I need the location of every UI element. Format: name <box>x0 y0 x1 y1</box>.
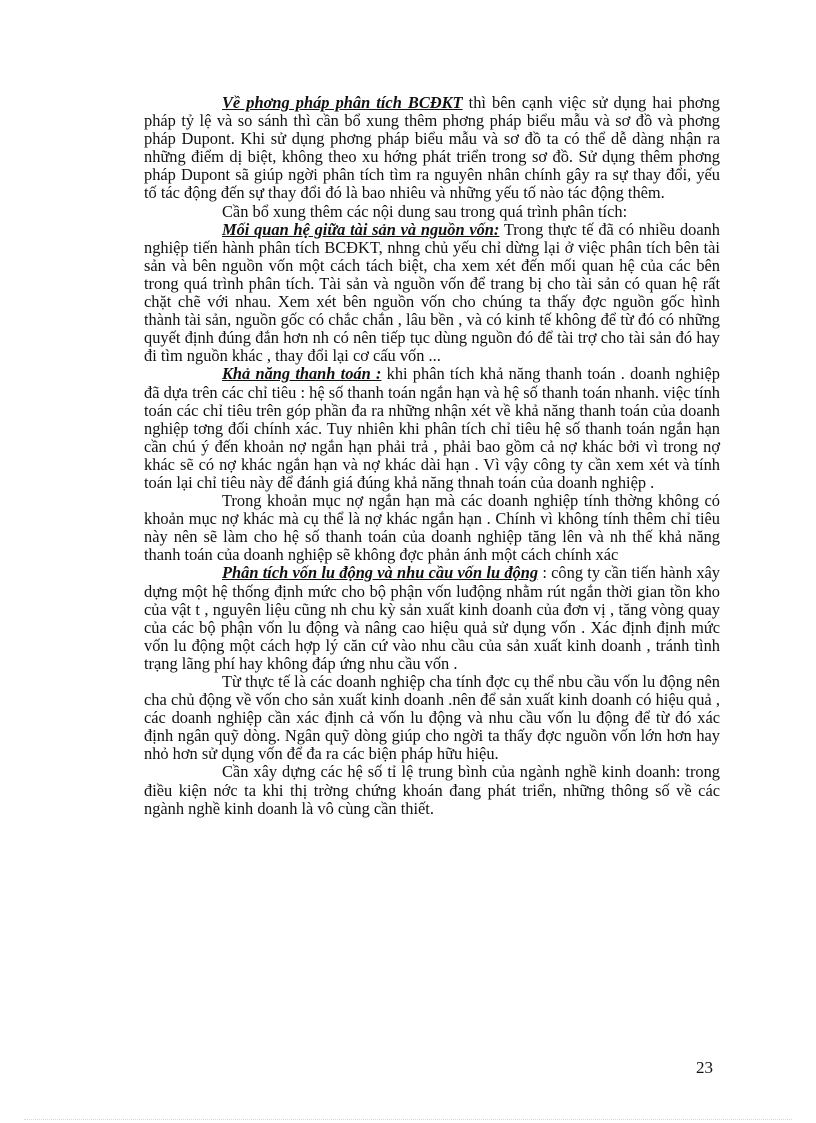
paragraph-text: Cần bổ xung thêm các nội dung sau trong quá trình phân tích: <box>222 201 628 221</box>
paragraph-text: : công ty cần tiến hành xây dựng một hệ thống định mức cho bộ phận vốn luđộng nhằm rút ngắn thời gian tồn kho của vật t , nguyên liệu cũng nh chu kỳ sản xuất kinh doanh của đơn vị , tăng vòng quay của các bộ phận vốn lu động và nâng cao hiệu quả sử dụng vốn . Xác định định mức vốn lu động một cách hợp lý căn cứ vào nhu cầu của sản xuất kinh doanh , tránh tình trạng lãng phí hay không đáp ứng nhu cầu vốn . <box>144 563 721 673</box>
paragraph-working-capital <box>144 564 720 673</box>
document-body <box>144 94 720 818</box>
paragraph-solvency <box>144 365 720 492</box>
paragraph-text: Cần xây dựng các hệ số tỉ lệ trung bình của ngành nghề kinh doanh: trong điều kiện nớc ta khi thị trờng chứng khoán đang phát triển, những thông số về các ngành nghề kinh doanh là vô cùng cần thiết. <box>144 762 720 818</box>
paragraph-text: Trong thực tế đã có nhiều doanh nghiệp tiến hành phân tích BCĐKT, nhng chủ yếu chỉ dừng lại ở việc phân tích bên tài sản và bên nguồn vốn một cách tách biệt, cha xem xét đến mối quan hệ của các bên trong quá trình phân tích. Tài sản và nguồn vốn để trang bị cho tài sản có quan hệ rất chặt chẽ với nhau. Xem xét bên nguồn vốn cho chúng ta thấy đợc nguồn gốc hình thành tài sản, nguồn gốc có chắc chắn , lâu bền , và có kinh tế không để từ đó có những quyết định đúng đắn hơn nh có nên tiếp tục dùng nguồn đó để tài trợ cho tài sản đó hay đi tìm nguồn khác , thay đổi lại cơ cấu vốn ... <box>144 219 720 366</box>
paragraph-text: Từ thực tế là các doanh nghiệp cha tính đợc cụ thể nbu cầu vốn lu động nên cha chủ động về vốn cho sản xuất kinh doanh .nên để sản xuất kinh doanh có hiệu quả , các doanh nghiệp cần xác định cả vốn lu động và nhu cầu vốn lu động để từ đó xác định ngân quỹ dòng. Ngân quỹ dòng giúp cho ngời ta thấy đợc nguồn vốn lớn hơn hay nhỏ hơn sử dụng vốn để đa ra các biện pháp hữu hiệu. <box>144 672 720 764</box>
heading-solvency: Khả năng thanh toán : <box>222 364 382 384</box>
paragraph-short-term-debt <box>144 492 720 564</box>
heading-working-capital: Phân tích vốn lu động và nhu cầu vốn lu động <box>222 563 539 583</box>
page-number: 23 <box>696 1058 713 1077</box>
paragraph-text: Trong khoản mục nợ ngắn hạn mà các doanh nghiệp tính thờng không có khoản mục nợ khác mà cụ thể là nợ khác ngắn hạn . Chính vì không tính thêm chỉ tiêu này nên sẽ làm cho hệ số thanh toán của doanh nghiệp tăng lên và nh thế khả năng thanh toán của doanh nghiệp sẽ không đợc phản ánh một cách chính xác <box>144 491 720 565</box>
paragraph-analysis-method <box>144 94 720 203</box>
paragraph-additions <box>144 203 720 221</box>
paragraph-text: thì bên cạnh việc sử dụng hai phơng pháp tỷ lệ và so sánh thì cần bổ xung thêm phơng pháp biểu mẫu và sơ đồ và phơng pháp Dupont. Khi sử dụng phơng pháp biểu mẫu và sơ đồ ta có thể dễ dàng nhận ra những điểm dị biệt, không theo xu hớng phát triển trong sơ đồ. Sử dụng thêm phơng pháp Dupont sã giúp ngời phân tích tìm ra nguyên nhân chính gây ra sự thay đổi, yếu tố tác động đến sự thay đổi đó là bao nhiêu và những yếu tố nào tác động thêm. <box>144 93 720 203</box>
heading-analysis-method: Về phơng pháp phân tích BCĐKT <box>222 93 463 112</box>
paragraph-assets-capital <box>144 221 720 366</box>
paragraph-text: khi phân tích khả năng thanh toán . doanh nghiệp đã dựa trên các chỉ tiêu : hệ số thanh toán ngắn hạn và hệ số thanh toán nhanh. việc tính toán các chỉ tiêu trên góp phần đa ra những nhận xét về khả năng thanh toán của doanh nghiệp tơng đối chính xác. Tuy nhiên khi phân tích chỉ tiêu hệ số thanh toán ngắn hạn cần chú ý đến khoản nợ ngắn hạn phải trả , phải bao gồm cả nợ khác bởi vì trong nợ khác sẽ có nợ khác ngắn hạn và nợ khác dài hạn . Vì vậy công ty cần xem xét và tính toán lại chỉ tiêu này để đánh giá đúng khả năng thnah toán của doanh nghiệp . <box>144 364 720 492</box>
paragraph-industry-ratios <box>144 763 720 817</box>
page-bottom-divider <box>24 1119 792 1120</box>
paragraph-cash-flow <box>144 673 720 763</box>
heading-assets-capital: Mối quan hệ giữa tài sản và nguồn vốn: <box>222 219 500 239</box>
